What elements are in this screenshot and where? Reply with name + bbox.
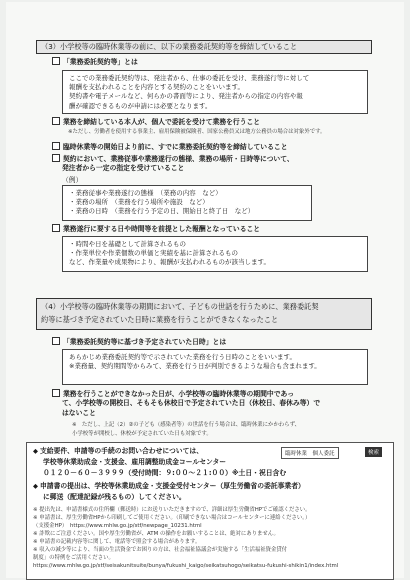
s3-item4-cont: 発注者から一定の指定を受けていること <box>62 164 185 172</box>
note-line: 制度」の特例をご活用ください。 <box>33 555 114 561</box>
s4-item1: 「業務委託契約等に基づき予定されていた日時」とは <box>52 337 226 347</box>
apply-line1: ◆ 申請書の提出は、学校等休業助成金・支援金受付センター（厚生労働省の委託事業者） <box>33 482 305 490</box>
s4-item2-note2: 小学校等が開校し、休校が予定されていた日も対象です。 <box>72 431 212 437</box>
s4-item2-note1: ※ ただし、上記（2）②の子ども（感染者等）の世話を行う場合は、臨時休業にかかわらず、 <box>72 422 300 428</box>
checkbox-icon <box>52 142 60 150</box>
s3-item5: 業務遂行に要する日や時間等を前提とした報酬となっていること <box>52 224 260 234</box>
s3-item4: 契約において、業務従事や業務遂行の態様、業務の場所・日時等について、 <box>52 154 294 164</box>
s3-item2: 業務を締結している本人が、個人で委託を受けて業務を行うこと <box>52 117 260 127</box>
note-line: （支援金HP） https://www.mhlw.go.jp/stf/newpage_10231.html <box>33 523 202 529</box>
checkbox-icon <box>52 117 60 125</box>
contact-phone: ０１２０－６０－３９９９（受付時間：９:００～２１:００）※土日・祝日含む <box>43 469 287 477</box>
example-label: （例） <box>62 176 83 184</box>
checkbox-icon <box>52 389 60 397</box>
checkbox-icon <box>52 224 60 232</box>
diamond-bullet-icon: ◆ <box>33 447 38 455</box>
checkbox-icon <box>52 337 60 345</box>
s3-item1-detail-box: ここでの業務委託契約等は、発注者から、仕事の委託を受け、業務遂行等に対して 報酬を支払われることを内容とする契約のことをいいます。 契約書や電子メールなど、何らかの書面等により、発注者からの指定の内容や報 酬が確認できるものが申請には必要となります。 <box>62 70 368 114</box>
s3-item1: 「業務委託契約等」とは <box>52 57 138 67</box>
diamond-bullet-icon: ◆ <box>33 482 38 490</box>
s4-item2-cont1: て、小学校等の開校日、そもそも休校日で予定されていた日（休校日、春休み等）で <box>62 399 321 407</box>
note-line: https://www.mhlw.go.jp/stf/seisakunitsuite/bunya/fukushi_kaigo/seikatsuhogo/seikatsu-fukushi-shikin1/index.html <box>33 563 339 569</box>
search-button[interactable]: 検索 <box>365 447 382 457</box>
s4-item2: 業務を行うことができなかった日が、小学校等の臨時休業等の期間中であっ <box>52 389 294 399</box>
section-3-title: （3）小学校等の臨時休業等の前に、以下の業務委託契約等を締結していること <box>41 42 298 51</box>
s3-item3: 臨時休業等の開始日より前に、すでに業務委託契約等を締結していること <box>52 142 288 152</box>
contact-line2: 学校等休業助成金・支援金、雇用調整助成金コールセンター <box>43 458 227 466</box>
apply-line2: に郵送（配達記録が残るもの）してください。 <box>43 493 186 501</box>
section-4-header: （4）小学校等の臨時休業等の期間において、子どもの世話を行うために、業務委託契 約等に基づき予定されていた日時に業務を行うことができなくなったこと <box>36 298 372 330</box>
s4-item1-detail-box: あらかじめ業務委託契約等で示されていた業務を行う日時のことをいいます。 ※業務量、契約期間等からみて、業務を行う日が判別できるような場合も含まれます。 <box>62 349 368 385</box>
section-3-header <box>36 40 372 54</box>
note-line: ※ 申請書は、厚生労働省HPから印刷してご使用ください。（印刷できない場合はコールセンターに連絡ください。） <box>33 515 311 521</box>
s3-item5-detail-box: ・時間や日を基礎として計算されるもの ・作業単位や作業個数の単価と実績を基に計算されるもの など、作業量や成果物により、報酬が支払われるものが該当します。 <box>62 236 368 272</box>
note-line: ※ 提出先は、申請書様式の住所欄（郵送時）にお送りいただきますので、詳細は厚生労働省HPでご確認ください。 <box>33 507 311 513</box>
example-box: ・業務従事や業務遂行の態様 （業務の内容 など） ・業務の場所 （業務を行う場所や施設 など） ・業務の日時 （業務を行う予定の日、開始日と終了日 など） <box>62 185 312 221</box>
search-hint-label: 臨時休業 個人委託 <box>281 447 339 459</box>
document-page <box>6 2 404 578</box>
note-line: ※ 詐欺にご注意ください。国や厚生労働省が、ATM の操作をお願いすることは、絶対にありません。 <box>33 531 279 537</box>
s3-item2-note: ※ただし、労働者を使用する事業主、雇用保険被保険者、国家公務員又は地方公務員の場合は対象外です。 <box>68 129 326 135</box>
contact-line1: ◆ 支給要件、申請等の手続のお問い合わせについては、 <box>33 447 203 455</box>
note-line: ※ 収入の減少等により、当面の生活資金でお困りの方は、社会福祉協議会が実施する「生活福祉資金貸付 <box>33 547 288 553</box>
contact-info-box <box>26 442 394 580</box>
note-line: ※ 申請書の記載内容等に関して、電話等で照会する場合があります。 <box>33 539 201 545</box>
checkbox-icon <box>52 154 60 162</box>
checkbox-icon <box>52 57 60 65</box>
s4-item2-cont2: はないこと <box>62 409 96 417</box>
